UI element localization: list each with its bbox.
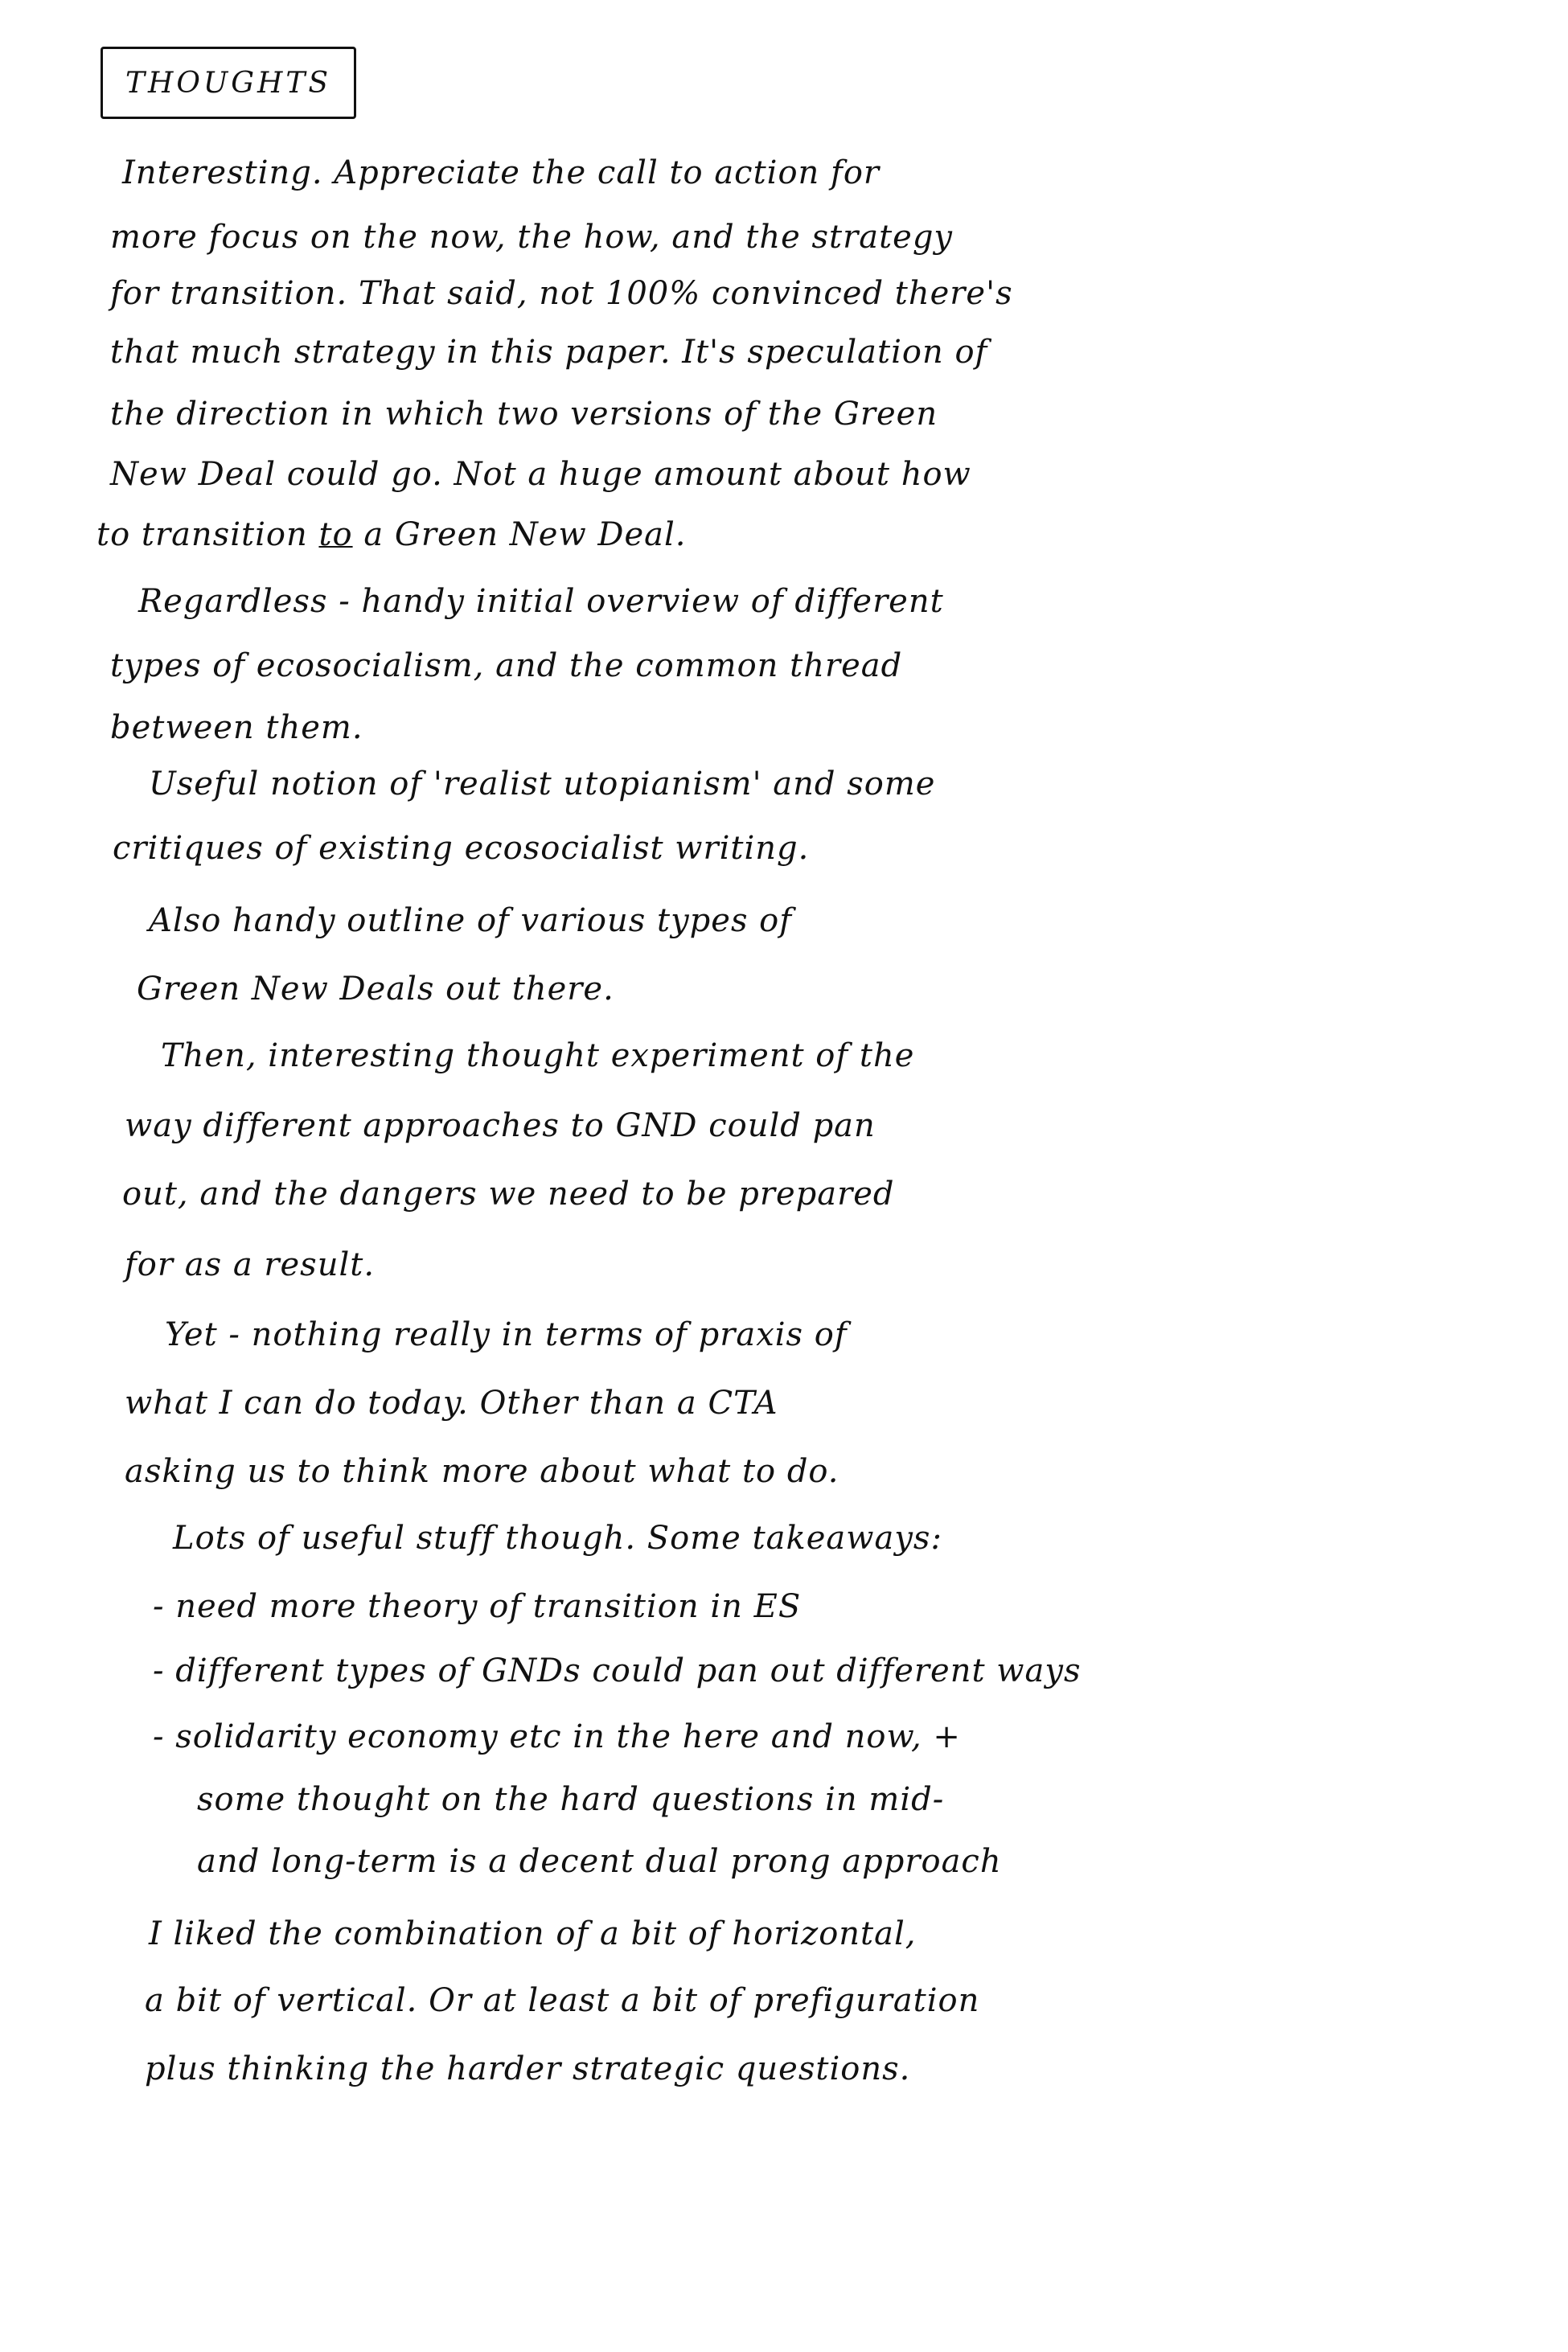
note-line: Regardless - handy initial overview of different	[138, 583, 944, 620]
note-line: out, and the dangers we need to be prepared	[122, 1176, 895, 1213]
note-line: I liked the combination of a bit of horizontal,	[149, 1915, 917, 1952]
note-line: plus thinking the harder strategic questions.	[145, 2050, 911, 2087]
note-line: what I can do today. Other than a CTA	[125, 1385, 778, 1422]
note-line: types of ecosocialism, and the common thread	[110, 647, 903, 684]
note-line	[96, 516, 687, 553]
note-line: Green New Deals out there.	[137, 971, 614, 1008]
note-line: - solidarity economy etc in the here and now, +	[153, 1718, 961, 1755]
note-line: - need more theory of transition in ES	[153, 1588, 802, 1625]
note-line: Useful notion of 'realist utopianism' and some	[149, 766, 936, 802]
note-line: and long-term is a decent dual prong approach	[197, 1843, 1002, 1880]
note-line-part: a Green New Deal.	[363, 516, 687, 553]
note-line: some thought on the hard questions in mid-	[197, 1781, 945, 1818]
note-line: that much strategy in this paper. It's speculation of	[110, 334, 988, 371]
note-line: Then, interesting thought experiment of the	[161, 1037, 915, 1074]
note-line: for transition. That said, not 100% convinced there's	[110, 275, 1013, 312]
note-line: between them.	[110, 709, 363, 746]
note-line: Interesting. Appreciate the call to action for	[122, 154, 880, 191]
note-line: asking us to think more about what to do.	[125, 1453, 839, 1490]
note-line: the direction in which two versions of the Green	[110, 396, 938, 433]
note-line: way different approaches to GND could pan	[125, 1107, 876, 1144]
note-line: Yet - nothing really in terms of praxis of	[165, 1316, 848, 1353]
note-line: Lots of useful stuff though. Some takeaways:	[173, 1520, 942, 1557]
note-line: for as a result.	[125, 1246, 376, 1283]
note-line: a bit of vertical. Or at least a bit of prefiguration	[145, 1982, 980, 2019]
note-heading: THOUGHTS	[125, 66, 332, 100]
note-line-part: to transition	[96, 516, 308, 553]
heading-box	[101, 47, 356, 119]
note-line: critiques of existing ecosocialist writing.	[113, 830, 810, 867]
note-line: New Deal could go. Not a huge amount about how	[110, 456, 971, 493]
note-line: more focus on the now, the how, and the strategy	[110, 219, 954, 256]
note-line: - different types of GNDs could pan out different ways	[153, 1652, 1082, 1689]
emphasized-word: to	[318, 516, 353, 553]
note-line: Also handy outline of various types of	[149, 902, 793, 939]
